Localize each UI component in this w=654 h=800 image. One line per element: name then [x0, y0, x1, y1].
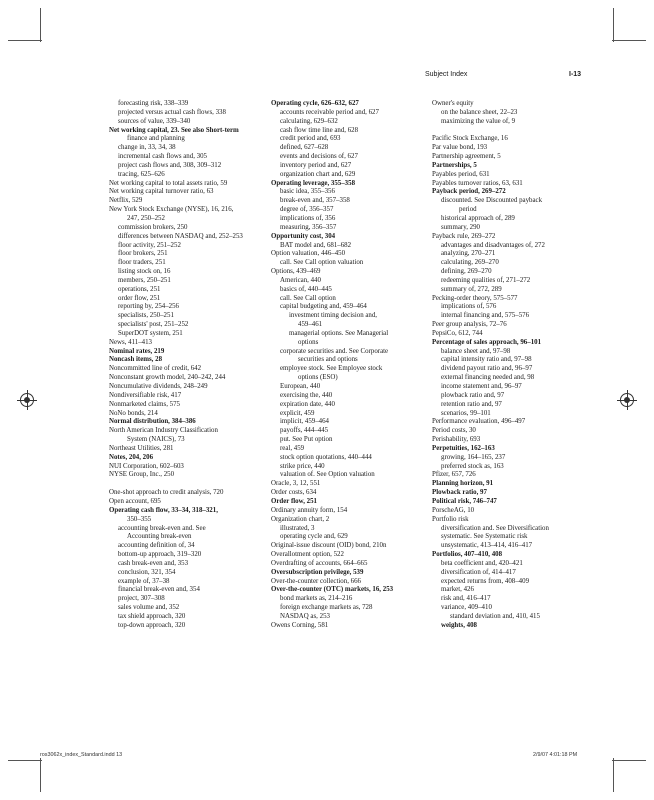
- index-entry: Notes, 204, 206: [109, 453, 154, 461]
- index-entry: Open account, 695: [109, 497, 161, 505]
- index-entry: System (NAICS), 73: [127, 436, 185, 444]
- index-entry: Noncash items, 28: [109, 356, 163, 364]
- index-entry: project cash flows and, 308, 309–312: [118, 161, 222, 169]
- index-entry: Performance evaluation, 496–497: [432, 418, 526, 426]
- index-entry: preferred stock as, 163: [441, 462, 504, 470]
- index-entry: variance, 409–410: [441, 604, 492, 612]
- index-entry: internal financing and, 575–576: [441, 312, 530, 320]
- index-entry: Overallotment option, 522: [271, 551, 344, 559]
- index-entry: Partnerships, 5: [432, 161, 477, 169]
- index-entry: Overdrafting of accounts, 664–665: [271, 559, 368, 567]
- index-column-1: [109, 100, 267, 631]
- index-entry: members, 250–251: [118, 276, 171, 284]
- index-entry: diversification of, 414–417: [441, 568, 516, 576]
- index-entry: plowback ratio and, 97: [441, 391, 505, 399]
- index-entry: Nondiversifiable risk, 417: [109, 391, 182, 399]
- index-entry: period: [459, 206, 477, 214]
- index-entry: floor brokers, 251: [118, 250, 168, 258]
- index-entry: unsystematic, 413–414, 416–417: [441, 542, 533, 550]
- index-entry: strike price, 440: [280, 462, 325, 470]
- index-entry: top-down approach, 320: [118, 621, 186, 629]
- index-entry: Ordinary annuity form, 154: [271, 506, 348, 514]
- index-entry: valuation of. See Option valuation: [280, 471, 375, 479]
- index-entry: discounted. See Discounted payback: [441, 197, 543, 205]
- index-entry: floor traders, 251: [118, 259, 166, 267]
- index-entry: bottom-up approach, 319–320: [118, 551, 202, 559]
- index-entry: put. See Put option: [280, 436, 333, 444]
- index-entry: scenarios, 99–101: [441, 409, 491, 417]
- index-entry: specialists, 250–251: [118, 312, 174, 320]
- index-entry: differences between NASDAQ and, 252–253: [118, 232, 243, 240]
- index-entry: options: [298, 338, 319, 346]
- crop-mark: [612, 40, 646, 41]
- index-entry: calculating, 269–270: [441, 259, 499, 267]
- index-entry: explicit, 459: [280, 409, 315, 417]
- index-entry: Organization chart, 2: [271, 515, 330, 523]
- index-entry: Perishability, 693: [432, 436, 481, 444]
- index-entry: projected versus actual cash flows, 338: [118, 108, 226, 116]
- index-entry: PorscheAG, 10: [432, 506, 475, 514]
- index-entry: accounting definition of, 34: [118, 542, 195, 550]
- index-entry: bond markets as, 214–216: [280, 595, 353, 603]
- index-entry: degree of, 356–357: [280, 206, 334, 214]
- index-entry: call. See Call option valuation: [280, 259, 364, 267]
- index-entry: diversification and. See Diversification: [441, 524, 549, 532]
- index-entry: measuring, 356–357: [280, 223, 337, 231]
- index-entry: weights, 408: [441, 621, 477, 629]
- crop-mark: [8, 40, 42, 41]
- index-entry: summary, 290: [441, 223, 480, 231]
- index-entry: expiration date, 440: [280, 400, 335, 408]
- registration-mark-icon: [20, 393, 34, 407]
- index-entry: redeeming qualities of, 271–272: [441, 276, 531, 284]
- index-column-3: [432, 100, 590, 631]
- index-entry: BAT model and, 681–682: [280, 241, 352, 249]
- index-entry: capital budgeting and, 459–464: [280, 303, 367, 311]
- index-entry: implications of, 576: [441, 303, 497, 311]
- index-entry: cash flow time line and, 628: [280, 126, 359, 134]
- index-entry: cash break-even and, 353: [118, 559, 189, 567]
- index-entry: market, 426: [441, 586, 474, 594]
- index-entry: systematic. See Systematic risk: [441, 533, 528, 541]
- index-entry: Operating cash flow, 33–34, 318–321,: [109, 506, 218, 514]
- index-entry: North American Industry Classification: [109, 427, 218, 435]
- index-entry: listing stock on, 16: [118, 268, 171, 276]
- index-entry: inventory period and, 627: [280, 161, 352, 169]
- index-entry: Net working capital, 23. See also Short-term: [109, 126, 239, 134]
- index-entry: financial break-even and, 354: [118, 586, 200, 594]
- section-gap: [432, 127, 590, 136]
- index-entry: Peer group analysis, 72–76: [432, 321, 507, 329]
- index-entry: reporting by, 254–256: [118, 303, 179, 311]
- registration-mark-icon: [620, 393, 634, 407]
- index-entry: Oracle, 3, 12, 551: [271, 480, 321, 488]
- index-entry: implications of, 356: [280, 214, 336, 222]
- index-entry: exercising the, 440: [280, 391, 333, 399]
- index-entry: organization chart and, 629: [280, 170, 356, 178]
- index-entry: Portfolios, 407–410, 408: [432, 551, 503, 559]
- index-entry: risk and, 416–417: [441, 595, 491, 603]
- footer-timestamp: 2/9/07 4:01:18 PM: [533, 752, 578, 758]
- index-entry: specialists' post, 251–252: [118, 321, 189, 329]
- index-entry: Oversubscription privilege, 539: [271, 568, 364, 576]
- index-entry: example of, 37–38: [118, 577, 170, 585]
- index-entry: commission brokers, 250: [118, 223, 188, 231]
- index-entry: tax shield approach, 320: [118, 612, 186, 620]
- index-entry: basics of, 440–445: [280, 285, 332, 293]
- footer-file-slug: ros3062x_index_Standard.indd 13: [40, 752, 123, 758]
- index-entry: basic idea, 355–356: [280, 188, 335, 196]
- index-entry: Options, 439–469: [271, 268, 321, 276]
- index-entry: retention ratio and, 97: [441, 400, 502, 408]
- index-entry: Period costs, 30: [432, 427, 476, 435]
- index-entry: Owner's equity: [432, 100, 474, 107]
- index-entry: advantages and disadvantages of, 272: [441, 241, 545, 249]
- index-entry: Pacific Stock Exchange, 16: [432, 135, 508, 143]
- index-entry: Order costs, 634: [271, 489, 317, 497]
- index-entry: Northeast Utilities, 281: [109, 444, 174, 452]
- index-entry: Accounting break-even: [127, 533, 192, 541]
- index-entry: 350–355: [127, 515, 152, 523]
- index-entry: analyzing, 270–271: [441, 250, 496, 258]
- index-entry: standard deviation and, 410, 415: [450, 612, 540, 620]
- index-entry: external financing needed and, 98: [441, 374, 535, 382]
- index-entry: finance and planning: [127, 135, 185, 143]
- index-entry: PepsiCo, 612, 744: [432, 329, 483, 337]
- index-entry: tracing, 625–626: [118, 170, 165, 178]
- index-entry: Netflix, 529: [109, 197, 143, 205]
- index-entry: summary of, 272, 289: [441, 285, 502, 293]
- index-entry: sources of value, 339–340: [118, 117, 191, 125]
- index-entry: Noncumulative dividends, 248–249: [109, 383, 208, 390]
- index-entry: Operating cycle, 626–632, 627: [271, 100, 359, 107]
- index-entry: News, 411–413: [109, 338, 152, 346]
- index-entry: real, 459: [280, 444, 305, 452]
- index-entry: implicit, 459–464: [280, 418, 329, 426]
- index-entry: on the balance sheet, 22–23: [441, 108, 518, 116]
- index-entry: European, 440: [280, 383, 321, 390]
- index-entry: income statement and, 96–97: [441, 383, 522, 390]
- crop-mark: [613, 758, 614, 792]
- index-entry: investment timing decision and,: [289, 312, 378, 320]
- index-entry: change in, 33, 34, 38: [118, 144, 176, 152]
- page-number: I-13: [569, 71, 582, 78]
- index-entry: project, 307–308: [118, 595, 165, 603]
- crop-mark: [612, 760, 646, 761]
- index-entry: Political risk, 746–747: [432, 497, 497, 505]
- index-entry: Payback rule, 269–272: [432, 232, 496, 240]
- index-entry: options (ESO): [298, 374, 338, 382]
- section-gap: [109, 480, 267, 489]
- index-entry: employee stock. See Employee stock: [280, 365, 383, 373]
- index-entry: forecasting risk, 338–339: [118, 100, 189, 107]
- index-entry: 459–461: [298, 321, 323, 329]
- index-entry: Net working capital to total assets ratio, 59: [109, 179, 228, 187]
- index-entry: NUI Corporation, 602–603: [109, 462, 184, 470]
- index-entry: defined, 627–628: [280, 144, 329, 152]
- index-entry: NoNo bonds, 214: [109, 409, 158, 417]
- crop-mark: [40, 8, 41, 42]
- crop-mark: [40, 758, 41, 792]
- crop-mark: [8, 760, 42, 761]
- index-entry: Nonmarketed claims, 575: [109, 400, 180, 408]
- index-entry: Percentage of sales approach, 96–101: [432, 338, 542, 346]
- index-entry: conclusion, 321, 354: [118, 568, 176, 576]
- index-entry: Planning horizon, 91: [432, 480, 494, 488]
- index-entry: Noncommitted line of credit, 642: [109, 365, 202, 373]
- index-entry: floor activity, 251–252: [118, 241, 181, 249]
- index-entry: Payables turnover ratios, 63, 631: [432, 179, 523, 187]
- index-entry: Par value bond, 193: [432, 144, 488, 152]
- running-header: Subject Index: [425, 71, 468, 78]
- index-entry: Payables period, 631: [432, 170, 490, 178]
- index-entry: sales volume and, 352: [118, 604, 180, 612]
- index-entry: stock option quotations, 440–444: [280, 453, 372, 461]
- index-entry: accounts receivable period and, 627: [280, 108, 379, 116]
- index-entry: calculating, 629–632: [280, 117, 338, 125]
- index-entry: Portfolio risk: [432, 515, 469, 523]
- index-entry: call. See Call option: [280, 294, 336, 302]
- index-entry: events and decisions of, 627: [280, 153, 358, 161]
- index-entry: 247, 250–252: [127, 214, 165, 222]
- index-entry: operations, 251: [118, 285, 161, 293]
- index-entry: corporate securities and. See Corporate: [280, 347, 389, 355]
- index-entry: Pfizer, 657, 726: [432, 471, 476, 479]
- index-entry: dividend payout ratio and, 96–97: [441, 365, 533, 373]
- index-entry: balance sheet and, 97–98: [441, 347, 511, 355]
- index-entry: Net working capital turnover ratio, 63: [109, 188, 214, 196]
- index-entry: Nonconstant growth model, 240–242, 244: [109, 374, 226, 382]
- index-entry: expected returns from, 408–409: [441, 577, 530, 585]
- index-entry: Operating leverage, 355–358: [271, 179, 356, 187]
- index-entry: Original-issue discount (OID) bond, 210n: [271, 542, 387, 550]
- index-entry: Normal distribution, 384–386: [109, 418, 196, 426]
- index-entry: Over-the-counter collection, 666: [271, 577, 361, 585]
- index-column-2: [271, 100, 429, 631]
- index-entry: Owens Corning, 581: [271, 621, 329, 629]
- index-entry: Order flow, 251: [271, 497, 317, 505]
- index-entry: maximizing the value of, 9: [441, 117, 516, 125]
- index-entry: break-even and, 357–358: [280, 197, 350, 205]
- index-entry: Nominal rates, 219: [109, 347, 165, 355]
- index-entry: New York Stock Exchange (NYSE), 16, 216,: [109, 206, 234, 214]
- index-entry: Over-the-counter (OTC) markets, 16, 253: [271, 586, 394, 594]
- index-entry: Option valuation, 446–450: [271, 250, 346, 258]
- index-entry: accounting break-even and. See: [118, 524, 206, 532]
- index-entry: managerial options. See Managerial: [289, 329, 389, 337]
- index-entry: capital intensity ratio and, 97–98: [441, 356, 532, 364]
- index-entry: beta coefficient and, 420–421: [441, 559, 523, 567]
- index-entry: Pecking-order theory, 575–577: [432, 294, 518, 302]
- index-entry: Plowback ratio, 97: [432, 489, 487, 497]
- index-entry: order flow, 251: [118, 294, 161, 302]
- index-entry: Payback period, 269–272: [432, 188, 506, 196]
- index-entry: incremental cash flows and, 305: [118, 153, 207, 161]
- index-entry: American, 440: [280, 276, 321, 284]
- index-entry: One-shot approach to credit analysis, 720: [109, 489, 224, 497]
- index-entry: foreign exchange markets as, 728: [280, 604, 373, 612]
- index-entry: SuperDOT system, 251: [118, 329, 183, 337]
- crop-mark: [613, 8, 614, 42]
- index-entry: Opportunity cost, 304: [271, 232, 336, 240]
- index-entry: Perpetuities, 162–163: [432, 444, 495, 452]
- index-entry: illustrated, 3: [280, 524, 315, 532]
- index-entry: credit period and, 693: [280, 135, 341, 143]
- index-entry: securities and options: [298, 356, 358, 364]
- index-entry: historical approach of, 289: [441, 214, 515, 222]
- index-entry: growing, 164–165, 237: [441, 453, 506, 461]
- index-entry: operating cycle and, 629: [280, 533, 348, 541]
- index-entry: NYSE Group, Inc., 250: [109, 471, 175, 479]
- index-entry: payoffs, 444–445: [280, 427, 329, 435]
- index-entry: Partnership agreement, 5: [432, 153, 501, 161]
- index-entry: defining, 269–270: [441, 268, 492, 276]
- index-entry: NASDAQ as, 253: [280, 612, 330, 620]
